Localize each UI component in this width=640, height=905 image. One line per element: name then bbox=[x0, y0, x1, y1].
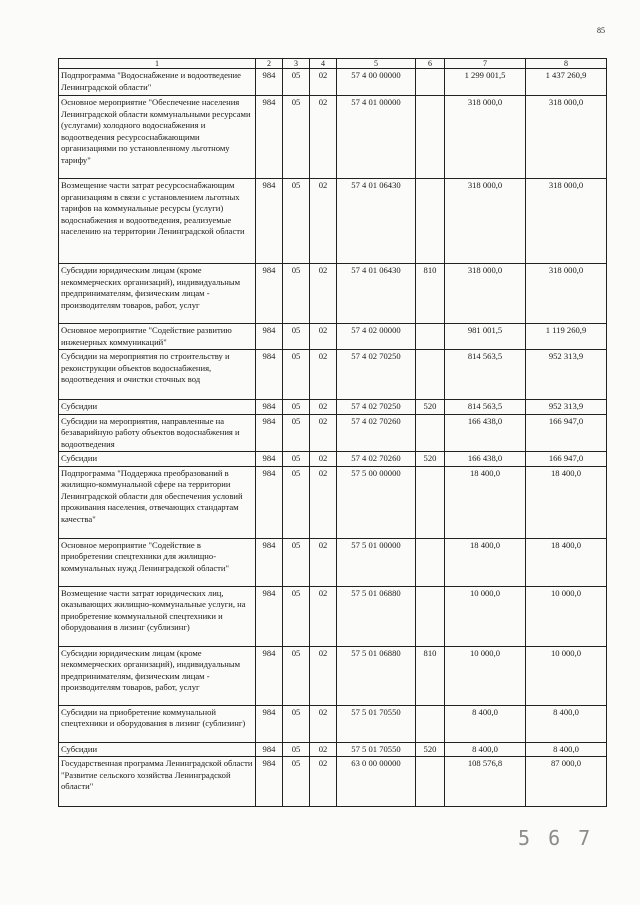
row-name: Субсидии bbox=[59, 452, 256, 467]
cell-amount-2: 318 000,0 bbox=[526, 264, 607, 324]
cell-ministry: 984 bbox=[256, 350, 283, 400]
header-cell: 5 bbox=[337, 59, 416, 69]
table-row bbox=[59, 466, 607, 538]
cell-amount-1: 8 400,0 bbox=[445, 742, 526, 757]
cell-subsection: 02 bbox=[310, 69, 337, 96]
cell-section: 05 bbox=[283, 452, 310, 467]
cell-subsection: 02 bbox=[310, 466, 337, 538]
cell-amount-2: 166 947,0 bbox=[526, 414, 607, 452]
row-name: Возмещение части затрат юридических лиц, оказывающих жилищно-коммунальные услуги, на приобретение коммунальной спецтехники и оборудования в лизинг (сублизинг) bbox=[59, 586, 256, 646]
cell-target-code: 57 5 01 70550 bbox=[337, 705, 416, 742]
cell-target-code: 57 5 01 00000 bbox=[337, 538, 416, 586]
table-row bbox=[59, 705, 607, 742]
cell-expense-type bbox=[416, 586, 445, 646]
cell-target-code: 63 0 00 00000 bbox=[337, 757, 416, 807]
cell-amount-2: 318 000,0 bbox=[526, 96, 607, 179]
cell-section: 05 bbox=[283, 742, 310, 757]
table-row bbox=[59, 350, 607, 400]
cell-amount-2: 318 000,0 bbox=[526, 179, 607, 264]
header-cell: 7 bbox=[445, 59, 526, 69]
table-row bbox=[59, 757, 607, 807]
cell-ministry: 984 bbox=[256, 69, 283, 96]
cell-target-code: 57 4 00 00000 bbox=[337, 69, 416, 96]
cell-amount-1: 981 001,5 bbox=[445, 324, 526, 350]
header-cell: 3 bbox=[283, 59, 310, 69]
cell-section: 05 bbox=[283, 400, 310, 415]
table-row bbox=[59, 646, 607, 705]
cell-target-code: 57 4 01 06430 bbox=[337, 179, 416, 264]
cell-amount-1: 166 438,0 bbox=[445, 452, 526, 467]
cell-expense-type: 520 bbox=[416, 400, 445, 415]
cell-amount-2: 952 313,9 bbox=[526, 400, 607, 415]
cell-ministry: 984 bbox=[256, 646, 283, 705]
cell-expense-type: 810 bbox=[416, 646, 445, 705]
cell-amount-2: 166 947,0 bbox=[526, 452, 607, 467]
cell-target-code: 57 5 01 70550 bbox=[337, 742, 416, 757]
cell-amount-2: 10 000,0 bbox=[526, 646, 607, 705]
cell-expense-type bbox=[416, 466, 445, 538]
cell-expense-type: 520 bbox=[416, 742, 445, 757]
header-cell: 8 bbox=[526, 59, 607, 69]
cell-section: 05 bbox=[283, 264, 310, 324]
cell-amount-1: 8 400,0 bbox=[445, 705, 526, 742]
cell-subsection: 02 bbox=[310, 350, 337, 400]
cell-expense-type bbox=[416, 179, 445, 264]
row-name: Субсидии bbox=[59, 400, 256, 415]
cell-amount-1: 318 000,0 bbox=[445, 179, 526, 264]
cell-target-code: 57 4 02 70250 bbox=[337, 350, 416, 400]
cell-ministry: 984 bbox=[256, 414, 283, 452]
cell-amount-1: 108 576,8 bbox=[445, 757, 526, 807]
cell-target-code: 57 4 01 00000 bbox=[337, 96, 416, 179]
cell-subsection: 02 bbox=[310, 324, 337, 350]
table-row bbox=[59, 69, 607, 96]
cell-ministry: 984 bbox=[256, 742, 283, 757]
cell-subsection: 02 bbox=[310, 414, 337, 452]
cell-target-code: 57 4 02 70260 bbox=[337, 414, 416, 452]
cell-expense-type: 810 bbox=[416, 264, 445, 324]
table-row bbox=[59, 96, 607, 179]
cell-expense-type: 520 bbox=[416, 452, 445, 467]
cell-amount-2: 952 313,9 bbox=[526, 350, 607, 400]
cell-expense-type bbox=[416, 414, 445, 452]
cell-subsection: 02 bbox=[310, 538, 337, 586]
cell-target-code: 57 4 01 06430 bbox=[337, 264, 416, 324]
row-name: Субсидии bbox=[59, 742, 256, 757]
row-name: Основное мероприятие "Содействие в приобретении спецтехники для жилищно-коммунальных нужд Ленинградской области" bbox=[59, 538, 256, 586]
cell-amount-2: 8 400,0 bbox=[526, 742, 607, 757]
cell-amount-2: 18 400,0 bbox=[526, 538, 607, 586]
cell-amount-1: 318 000,0 bbox=[445, 96, 526, 179]
cell-expense-type bbox=[416, 324, 445, 350]
cell-amount-2: 87 000,0 bbox=[526, 757, 607, 807]
page-stamp: 5 6 7 bbox=[518, 826, 594, 850]
cell-target-code: 57 4 02 70260 bbox=[337, 452, 416, 467]
cell-ministry: 984 bbox=[256, 324, 283, 350]
cell-amount-1: 814 563,5 bbox=[445, 350, 526, 400]
cell-expense-type bbox=[416, 705, 445, 742]
cell-subsection: 02 bbox=[310, 264, 337, 324]
cell-amount-1: 18 400,0 bbox=[445, 466, 526, 538]
cell-ministry: 984 bbox=[256, 400, 283, 415]
header-cell: 2 bbox=[256, 59, 283, 69]
cell-amount-2: 18 400,0 bbox=[526, 466, 607, 538]
table-row bbox=[59, 452, 607, 467]
table-row bbox=[59, 400, 607, 415]
cell-ministry: 984 bbox=[256, 538, 283, 586]
row-name: Подпрограмма "Водоснабжение и водоотведение Ленинградской области" bbox=[59, 69, 256, 96]
cell-subsection: 02 bbox=[310, 96, 337, 179]
cell-subsection: 02 bbox=[310, 452, 337, 467]
row-name: Субсидии юридическим лицам (кроме некоммерческих организаций), индивидуальным предпринимателям, физическим лицам - производителям товаров, работ, услуг bbox=[59, 646, 256, 705]
cell-ministry: 984 bbox=[256, 757, 283, 807]
cell-subsection: 02 bbox=[310, 757, 337, 807]
cell-section: 05 bbox=[283, 466, 310, 538]
row-name: Основное мероприятие "Содействие развитию инженерных коммуникаций" bbox=[59, 324, 256, 350]
row-name: Государственная программа Ленинградской области "Развитие сельского хозяйства Ленинградской области" bbox=[59, 757, 256, 807]
cell-ministry: 984 bbox=[256, 705, 283, 742]
row-name: Основное мероприятие "Обеспечение населения Ленинградской области коммунальными ресурсами (услугами) холодного водоснабжения и водоотведения ресурсоснабжающими организациями по установленному льготному тарифу" bbox=[59, 96, 256, 179]
header-cell: 6 bbox=[416, 59, 445, 69]
row-name: Субсидии на мероприятия по строительству и реконструкции объектов водоснабжения, водоотведения и очистки сточных вод bbox=[59, 350, 256, 400]
row-name: Возмещение части затрат ресурсоснабжающим организациям в связи с установлением льготных тарифов на коммунальные ресурсы (услуги) водоснабжения и водоотведения, реализуемые населению на территории Ленинградской области bbox=[59, 179, 256, 264]
cell-ministry: 984 bbox=[256, 96, 283, 179]
cell-expense-type bbox=[416, 350, 445, 400]
cell-amount-2: 1 119 260,9 bbox=[526, 324, 607, 350]
cell-section: 05 bbox=[283, 324, 310, 350]
cell-target-code: 57 5 00 00000 bbox=[337, 466, 416, 538]
table-row bbox=[59, 179, 607, 264]
cell-subsection: 02 bbox=[310, 586, 337, 646]
cell-section: 05 bbox=[283, 350, 310, 400]
cell-amount-1: 318 000,0 bbox=[445, 264, 526, 324]
cell-amount-2: 1 437 260,9 bbox=[526, 69, 607, 96]
cell-subsection: 02 bbox=[310, 179, 337, 264]
page-number: 85 bbox=[597, 26, 605, 35]
cell-ministry: 984 bbox=[256, 452, 283, 467]
row-name: Подпрограмма "Поддержка преобразований в жилищно-коммунальной сфере на территории Ленинградской области для обеспечения условий проживания населения, отвечающих стандартам качества" bbox=[59, 466, 256, 538]
cell-section: 05 bbox=[283, 69, 310, 96]
cell-section: 05 bbox=[283, 179, 310, 264]
table-row bbox=[59, 742, 607, 757]
header-cell: 1 bbox=[59, 59, 256, 69]
cell-ministry: 984 bbox=[256, 466, 283, 538]
row-name: Субсидии на мероприятия, направленные на безаварийную работу объектов водоснабжения и водоотведения bbox=[59, 414, 256, 452]
budget-table bbox=[58, 58, 607, 807]
cell-subsection: 02 bbox=[310, 705, 337, 742]
cell-section: 05 bbox=[283, 586, 310, 646]
table-row bbox=[59, 264, 607, 324]
cell-ministry: 984 bbox=[256, 586, 283, 646]
cell-amount-1: 10 000,0 bbox=[445, 586, 526, 646]
row-name: Субсидии на приобретение коммунальной спецтехники и оборудования в лизинг (сублизинг) bbox=[59, 705, 256, 742]
cell-section: 05 bbox=[283, 414, 310, 452]
cell-target-code: 57 4 02 70250 bbox=[337, 400, 416, 415]
table-row bbox=[59, 414, 607, 452]
cell-expense-type bbox=[416, 538, 445, 586]
header-row bbox=[59, 59, 607, 69]
cell-target-code: 57 4 02 00000 bbox=[337, 324, 416, 350]
cell-amount-1: 166 438,0 bbox=[445, 414, 526, 452]
cell-subsection: 02 bbox=[310, 646, 337, 705]
table-row bbox=[59, 538, 607, 586]
cell-target-code: 57 5 01 06880 bbox=[337, 646, 416, 705]
cell-target-code: 57 5 01 06880 bbox=[337, 586, 416, 646]
cell-amount-1: 814 563,5 bbox=[445, 400, 526, 415]
cell-expense-type bbox=[416, 757, 445, 807]
cell-section: 05 bbox=[283, 538, 310, 586]
cell-section: 05 bbox=[283, 646, 310, 705]
row-name: Субсидии юридическим лицам (кроме некоммерческих организаций), индивидуальным предпринимателям, физическим лицам - производителям товаров, работ, услуг bbox=[59, 264, 256, 324]
cell-amount-2: 8 400,0 bbox=[526, 705, 607, 742]
cell-section: 05 bbox=[283, 705, 310, 742]
table-row bbox=[59, 586, 607, 646]
cell-amount-1: 1 299 001,5 bbox=[445, 69, 526, 96]
cell-ministry: 984 bbox=[256, 179, 283, 264]
cell-expense-type bbox=[416, 96, 445, 179]
header-cell: 4 bbox=[310, 59, 337, 69]
cell-subsection: 02 bbox=[310, 400, 337, 415]
cell-section: 05 bbox=[283, 757, 310, 807]
cell-expense-type bbox=[416, 69, 445, 96]
cell-ministry: 984 bbox=[256, 264, 283, 324]
table-row bbox=[59, 324, 607, 350]
cell-amount-1: 18 400,0 bbox=[445, 538, 526, 586]
cell-section: 05 bbox=[283, 96, 310, 179]
cell-amount-2: 10 000,0 bbox=[526, 586, 607, 646]
cell-amount-1: 10 000,0 bbox=[445, 646, 526, 705]
cell-subsection: 02 bbox=[310, 742, 337, 757]
